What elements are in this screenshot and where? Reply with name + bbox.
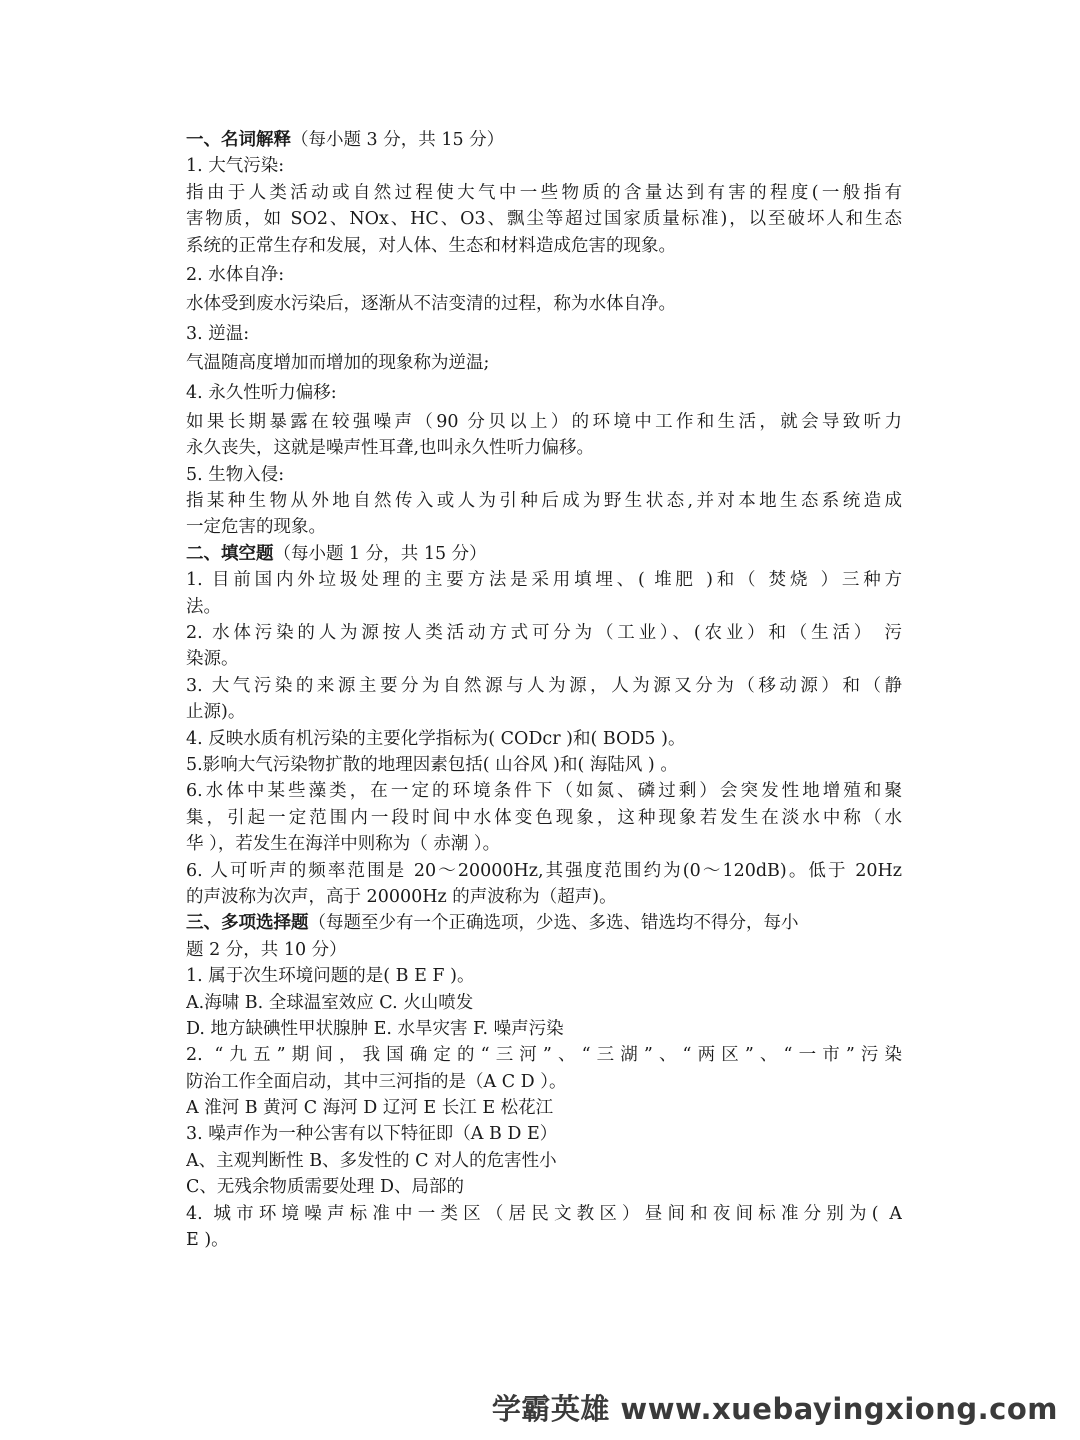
- text-line: 4. 城市环境噪声标准中一类区（居民文教区）昼间和夜间标准分别为( A: [186, 1203, 902, 1224]
- text-line: E )。: [186, 1230, 229, 1251]
- section-title: 三、多项选择题: [186, 913, 309, 934]
- text-line: 1. 目前国内外垃圾处理的主要方法是采用填埋、( 堆肥 )和（ 焚烧 ）三种方: [186, 570, 902, 591]
- section-note: （每题至少有一个正确选项，少选、多选、错选均不得分，每小: [308, 913, 799, 934]
- text-line: 6. 人可听声的频率范围是 20～20000Hz,其强度范围约为(0～120dB)。低于 20Hz: [186, 860, 902, 881]
- text-line: 水体受到废水污染后，逐渐从不洁变清的过程，称为水体自净。: [186, 294, 676, 315]
- section-title: 一、名词解释: [186, 130, 291, 150]
- text-line: 3. 大气污染的来源主要分为自然源与人为源，人为源又分为（移动源）和（静: [186, 675, 902, 696]
- text-line: 一定危害的现象。: [186, 517, 326, 538]
- text-line: 5. 生物入侵:: [186, 464, 285, 485]
- section-title: 二、填空题: [186, 543, 274, 564]
- text-line: D. 地方缺碘性甲状腺肿 E. 水旱灾害 F. 噪声污染: [186, 1018, 564, 1039]
- text-line: 2. 水体自净:: [186, 264, 285, 285]
- text-line: 4. 反映水质有机污染的主要化学指标为( CODcr )和( BOD5 )。: [186, 728, 686, 749]
- text-line: 系统的正常生存和发展，对人体、生态和材料造成危害的现象。: [186, 235, 676, 256]
- text-line: 1. 属于次生环境问题的是( B E F )。: [186, 966, 475, 987]
- text-line: 题 2 分，共 10 分）: [186, 939, 347, 960]
- text-line: 的声波称为次声，高于 20000Hz 的声波称为（超声)。: [186, 886, 617, 907]
- exam-document: [186, 127, 902, 1253]
- text-line: C、无残余物质需要处理 D、局部的: [186, 1177, 464, 1198]
- text-line: 华 ），若发生在海洋中则称为（ 赤潮 ）。: [186, 834, 501, 855]
- text-line: 3. 逆温:: [186, 323, 250, 344]
- text-line: A.海啸 B. 全球温室效应 C. 火山喷发: [186, 992, 474, 1013]
- text-line: 5.影响大气污染物扩散的地理因素包括( 山谷风 )和( 海陆风 ) 。: [186, 754, 678, 775]
- text-line: 集，引起一定范围内一段时间中水体变色现象，这种现象若发生在淡水中称（水: [186, 807, 902, 828]
- text-line: 止源)。: [186, 702, 246, 723]
- text-line: 害物质，如 SO2、NOx、HC、O3、飘尘等超过国家质量标准)，以至破坏人和生态: [186, 209, 902, 230]
- text-line: 法。: [186, 596, 221, 617]
- text-line: 4. 永久性听力偏移:: [186, 382, 337, 403]
- text-line: 如果长期暴露在较强噪声（90 分贝以上）的环境中工作和生活，就会导致听力: [186, 411, 902, 432]
- text-line: A 淮河 B 黄河 C 海河 D 辽河 E 长江 E 松花江: [186, 1098, 554, 1119]
- text-line: 2. “九五”期间，我国确定的“三河”、“三湖”、“两区”、“一市”污染: [186, 1045, 902, 1066]
- text-line: A、主观判断性 B、多发性的 C 对人的危害性小: [186, 1150, 557, 1171]
- section-note: （每小题 3 分，共 15 分）: [291, 130, 505, 150]
- section-heading: [186, 541, 902, 567]
- text-line: 永久丧失，这就是噪声性耳聋,也叫永久性听力偏移。: [186, 438, 595, 459]
- section-note: （每小题 1 分，共 15 分）: [273, 543, 487, 564]
- text-line: 2. 水体污染的人为源按人类活动方式可分为（工业）、(农业）和（生活） 污: [186, 623, 902, 644]
- text-line: 指某种生物从外地自然传入或人为引种后成为野生状态,并对本地生态系统造成: [186, 491, 902, 512]
- text-line: 染源。: [186, 649, 239, 670]
- site-watermark: 学霸英雄 www.xuebayingxiong.com: [491, 1392, 1058, 1426]
- section-heading: [186, 910, 902, 936]
- section-heading: [186, 127, 902, 153]
- text-line: 防治工作全面启动，其中三河指的是（A C D ）。: [186, 1071, 567, 1092]
- text-line: 3. 噪声作为一种公害有以下特征即（A B D E）: [186, 1124, 558, 1145]
- text-line: 气温随高度增加而增加的现象称为逆温;: [186, 353, 490, 374]
- text-line: 1. 大气污染:: [186, 156, 285, 177]
- text-line: 指由于人类活动或自然过程使大气中一些物质的含量达到有害的程度(一般指有: [186, 182, 902, 203]
- text-line: 6.水体中某些藻类，在一定的环境条件下（如氮、磷过剩）会突发性地增殖和聚: [186, 781, 902, 802]
